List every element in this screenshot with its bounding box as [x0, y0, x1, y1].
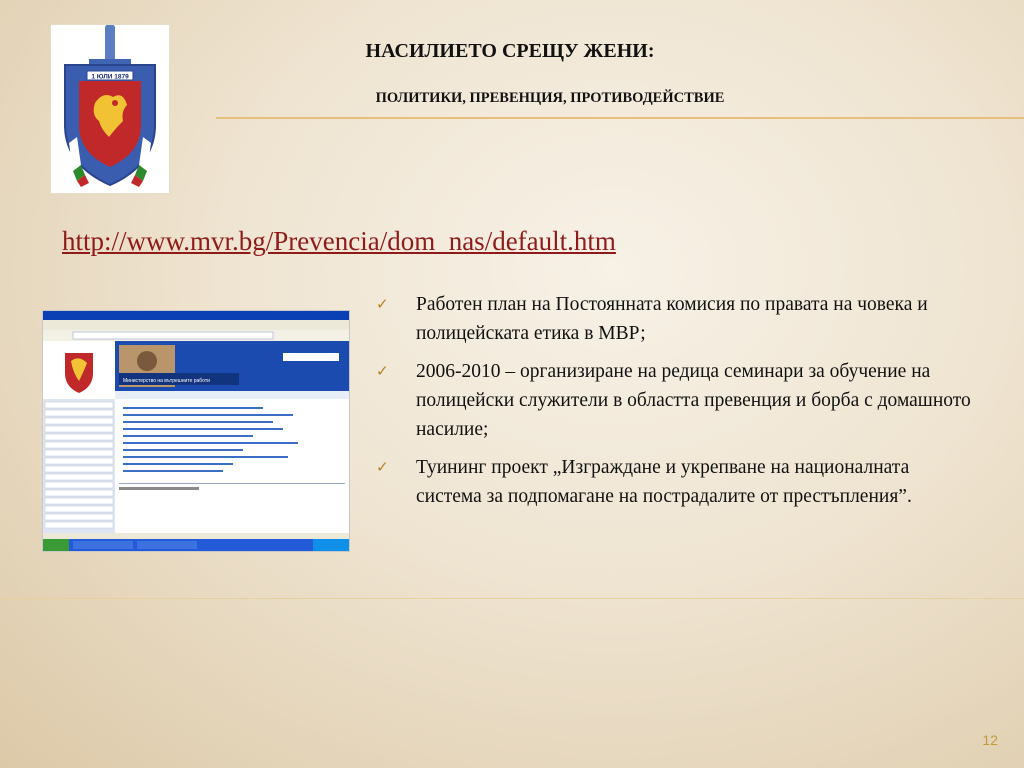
page-number: 12 [982, 732, 998, 748]
bullet-text: Работен план на Постоянната комисия по правата на човека и полицейската етика в МВР; [416, 294, 928, 344]
slide-title: НАСИЛИЕТО СРЕЩУ ЖЕНИ: [365, 40, 655, 62]
bullet-text: Туининг проект „Изграждане и укрепване на националната система за подпомагане на пострадалите от престъпления”. [416, 457, 912, 507]
mvr-crest-icon [51, 25, 169, 193]
mvr-link[interactable]: http://www.mvr.bg/Prevencia/dom_nas/default.htm [62, 226, 616, 256]
bullet-text: 2006-2010 – организиране на редица семинари за обучение на полицейски служители в областта превенция и борба с домашното насилие; [416, 361, 971, 440]
logo-banner-text: 1 ЮЛИ 1879 [91, 73, 129, 81]
list-item [376, 453, 976, 511]
list-item [376, 357, 976, 444]
slide-subtitle: ПОЛИТИКИ, ПРЕВЕНЦИЯ, ПРОТИВОДЕЙСТВИЕ [375, 90, 725, 106]
screenshot-banner-title: Министерство на вътрешните работи [123, 378, 210, 384]
website-screenshot [42, 310, 350, 552]
browser-screenshot-icon [43, 311, 349, 551]
list-item [376, 290, 976, 348]
checkmark-icon: ✓ [376, 362, 389, 380]
bottom-divider [0, 598, 1024, 599]
mvr-logo [50, 24, 170, 194]
title-divider [216, 117, 1024, 119]
checkmark-icon: ✓ [376, 458, 389, 476]
checkmark-icon: ✓ [376, 295, 389, 313]
bullet-list [376, 290, 976, 520]
